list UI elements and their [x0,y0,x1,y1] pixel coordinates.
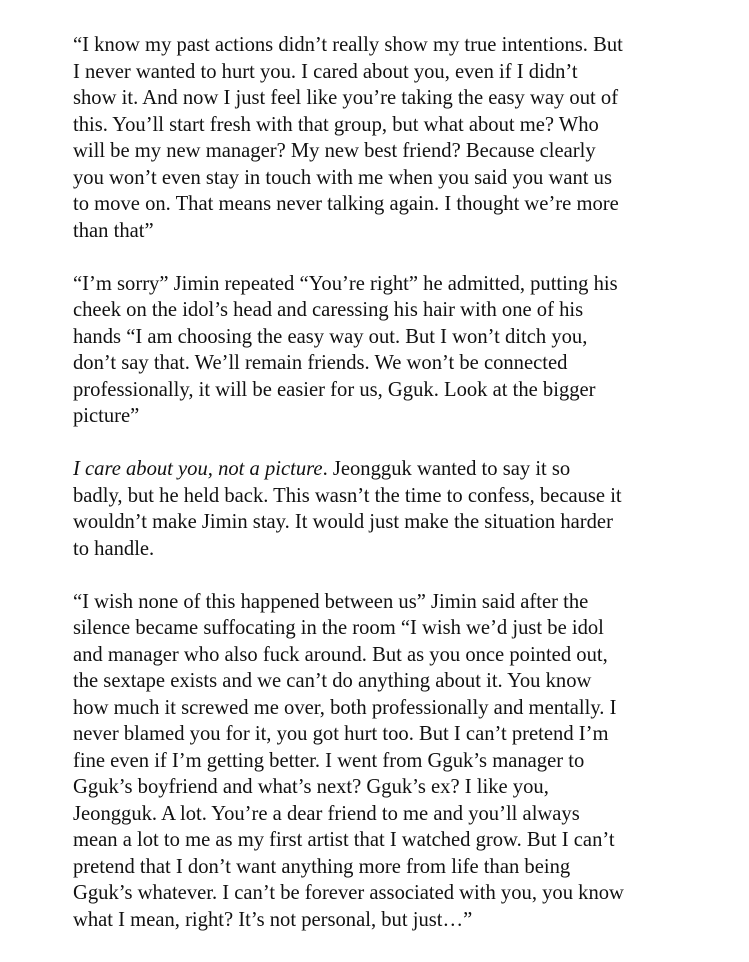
paragraph-2-text: “I’m sorry” Jimin repeated “You’re right” he admitted, putting his cheek on the idol’s head and caressing his hair with one of his hands “I am choosing the easy way out. But I won’t ditch you, don’t say that. We’ll remain friends. We won’t be connected professionally, it will be easier for us, Gguk. Look at the bigger picture” [73,272,618,427]
paragraph-3 [73,456,709,562]
paragraph-1-text: “I know my past actions didn’t really show my true intentions. But I never wanted to hurt you. I cared about you, even if I didn’t show it. And now I just feel like you’re taking the easy way out of this. You’ll start fresh with that group, but what about me? Who will be my new manager? My new best friend? Because clearly you won’t even stay in touch with me when you said you want us to move on. That means never talking again. I thought we’re more than that” [73,34,623,242]
paragraph-2 [73,271,709,430]
paragraph-1 [73,32,709,244]
paragraph-4-text: “I wish none of this happened between us” Jimin said after the silence became suffocating in the room “I wish we’d just be idol and manager who also fuck around. But as you once pointed out, the sextape exists and we can’t do anything about it. You know how much it screwed me over, both professionally and mentally. I never blamed you for it, you got hurt too. But I can’t pretend I’m fine even if I’m getting better. I went from Gguk’s manager to Gguk’s boyfriend and what’s next? Gguk’s ex? I like you, Jeongguk. A lot. You’re a dear friend to me and you’ll always mean a lot to me as my first artist that I watched grow. But I can’t pretend that I don’t want anything more from life than being Gguk’s whatever. I can’t be forever associated with you, you know what I mean, right? It’s not personal, but just…” [73,590,624,931]
paragraph-4 [73,589,709,934]
paragraph-3-text: . Jeongguk wanted to say it so badly, but he held back. This wasn’t the time to confess, because it wouldn’t make Jimin stay. It would just make the situation harder to handle. [73,458,622,560]
paragraph-3-italic-thought: I care about you, not a picture [73,458,323,480]
